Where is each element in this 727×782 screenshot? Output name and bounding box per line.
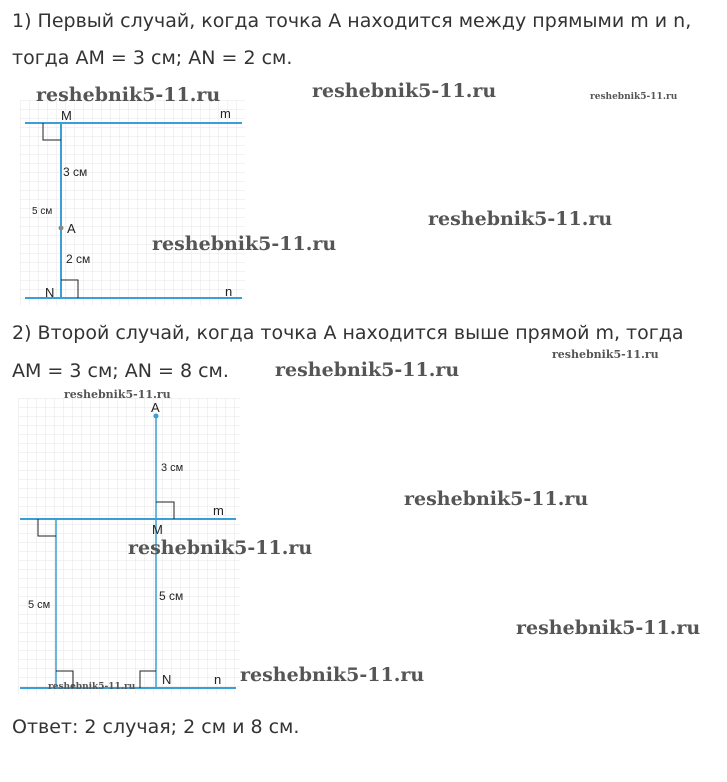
label-a: A: [67, 221, 76, 236]
label-n-line: n: [214, 672, 222, 687]
watermark: reshebnik5-11.ru: [312, 80, 497, 102]
case1-line2: тогда AM = 3 см; AN = 2 см.: [12, 47, 293, 69]
label-mn-length-right: 5 см: [159, 589, 184, 603]
label-m-line: m: [220, 106, 231, 121]
label-mn-length: 5 см: [32, 206, 53, 217]
watermark: reshebnik5-11.ru: [516, 617, 701, 639]
watermark: reshebnik5-11.ru: [128, 537, 313, 559]
point-a: [59, 226, 64, 231]
label-mn-length-left: 5 см: [28, 599, 51, 611]
watermark: reshebnik5-11.ru: [36, 84, 221, 106]
watermark: reshebnik5-11.ru: [590, 92, 678, 102]
label-n-point: N: [162, 672, 172, 687]
label-a: A: [151, 400, 160, 415]
case1-line1: 1) Первый случай, когда точка A находится между прямыми m и n,: [12, 10, 692, 32]
watermark: reshebnik5-11.ru: [64, 388, 171, 401]
watermark: reshebnik5-11.ru: [428, 208, 613, 230]
case2-line1: 2) Второй случай, когда точка A находится выше прямой m, тогда: [12, 322, 684, 344]
case2-line2: AM = 3 см; AN = 8 см.: [12, 360, 229, 382]
label-m-point: M: [152, 522, 163, 537]
watermark: reshebnik5-11.ru: [552, 348, 659, 361]
label-n-line: n: [225, 284, 233, 299]
label-m-point: M: [61, 108, 72, 123]
answer-text: Ответ: 2 случая; 2 см и 8 см.: [12, 716, 300, 738]
diagram-case1: [20, 100, 245, 305]
grid-background: [20, 100, 245, 305]
label-an-length: 2 см: [66, 252, 91, 266]
label-n-point: N: [45, 285, 55, 300]
watermark: reshebnik5-11.ru: [48, 682, 136, 692]
watermark: reshebnik5-11.ru: [240, 664, 425, 686]
label-am-length: 3 см: [161, 462, 184, 474]
watermark: reshebnik5-11.ru: [275, 359, 460, 381]
label-m-line: m: [213, 503, 224, 518]
label-am-length: 3 см: [63, 165, 88, 179]
watermark: reshebnik5-11.ru: [152, 233, 337, 255]
watermark: reshebnik5-11.ru: [404, 488, 589, 510]
